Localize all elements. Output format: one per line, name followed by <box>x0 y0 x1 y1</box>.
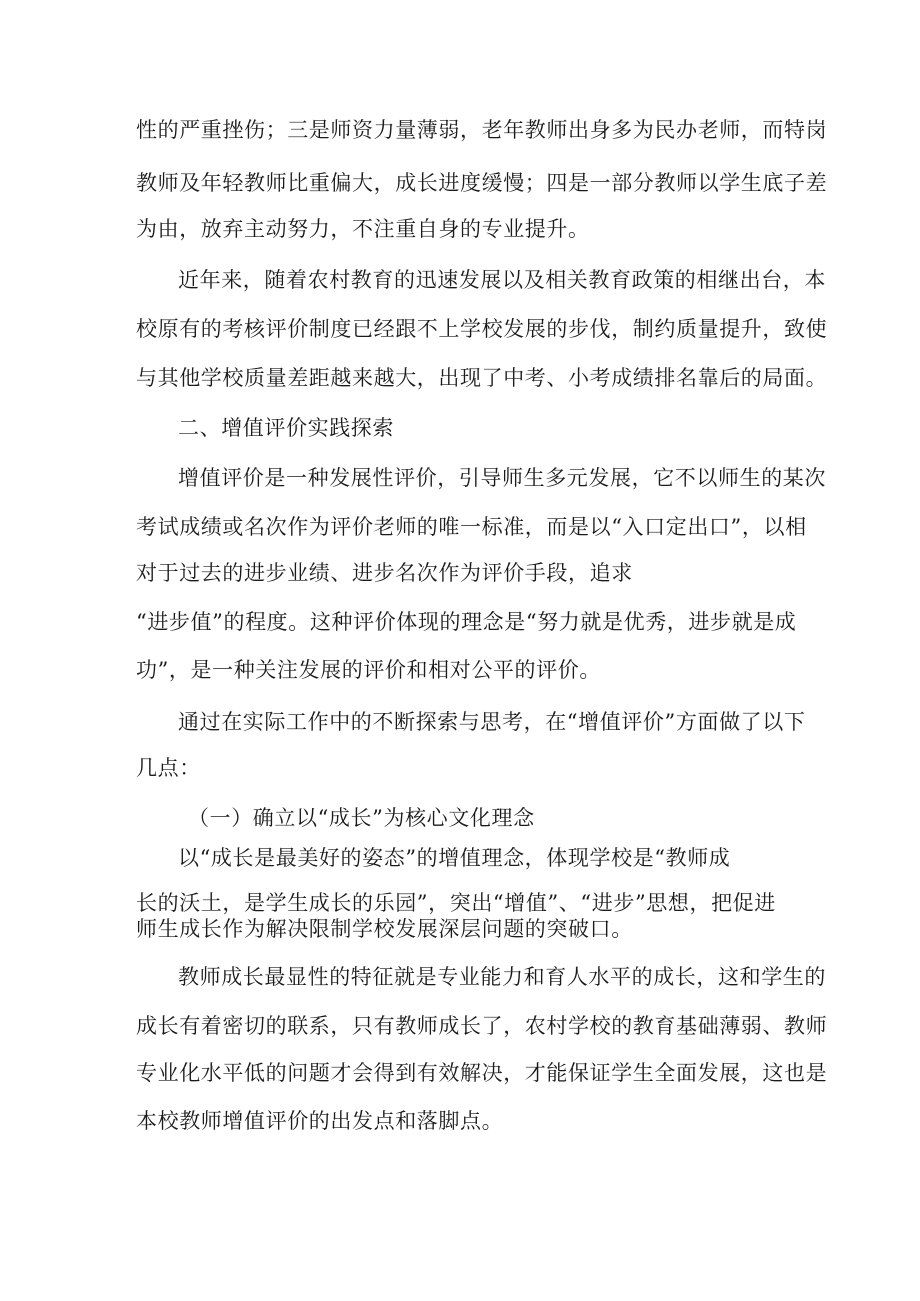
text-line-12: 功”，是一种关注发展的评价和相对公平的评价。 <box>136 658 601 682</box>
text-line-19: 教师成长最显性的特征就是专业能力和育人水平的成长，这和学生的 <box>178 965 826 989</box>
text-line-9: 考试成绩或名次作为评价老师的唯一标准，而是以“入口定出口”，以相 <box>136 515 807 539</box>
text-line-17: 长的沃土，是学生成长的乐园”，突出“增值”、“进步”思想，把促进 <box>136 891 776 915</box>
text-line-1: 性的严重挫伤；三是师资力量薄弱，老年教师出身多为民办老师，而特岗 <box>136 118 828 142</box>
text-line-18: 师生成长作为解决限制学校发展深层问题的突破口。 <box>136 917 633 941</box>
text-line-11: “进步值”的程度。这种评价体现的理念是“努力就是优秀，进步就是成 <box>136 610 797 634</box>
text-line-21: 专业化水平低的问题才会得到有效解决，才能保证学生全面发展，这也是 <box>136 1061 828 1085</box>
text-line-4: 近年来，随着农村教育的迅速发展以及相关教育政策的相继出台，本 <box>178 268 826 292</box>
text-line-14: 几点： <box>136 756 201 780</box>
text-line-20: 成长有着密切的联系，只有教师成长了，农村学校的教育基础薄弱、教师 <box>136 1014 828 1038</box>
text-line-8: 增值评价是一种发展性评价，引导师生多元发展，它不以师生的某次 <box>178 466 826 490</box>
text-line-22: 本校教师增值评价的出发点和落脚点。 <box>136 1109 504 1133</box>
text-line-6: 与其他学校质量差距越来越大，出现了中考、小考成绩排名靠后的局面。 <box>136 366 828 390</box>
text-line-13: 通过在实际工作中的不断探索与思考，在“增值评价”方面做了以下 <box>178 710 806 734</box>
subsection-heading: （一）确立以“成长”为核心文化理念 <box>188 806 535 830</box>
text-line-5: 校原有的考核评价制度已经跟不上学校发展的步伐，制约质量提升，致使 <box>136 317 828 341</box>
section-heading: 二、增值评价实践探索 <box>178 416 394 440</box>
text-line-2: 教师及年轻教师比重偏大，成长进度缓慢；四是一部分教师以学生底子差 <box>136 171 828 195</box>
text-line-10: 对于过去的进步业绩、进步名次作为评价手段，追求 <box>136 561 633 585</box>
text-line-16: 以“成长是最美好的姿态”的增值理念，体现学校是“教师成 <box>178 846 731 870</box>
text-line-3: 为由，放弃主动努力，不注重自身的专业提升。 <box>136 217 590 241</box>
